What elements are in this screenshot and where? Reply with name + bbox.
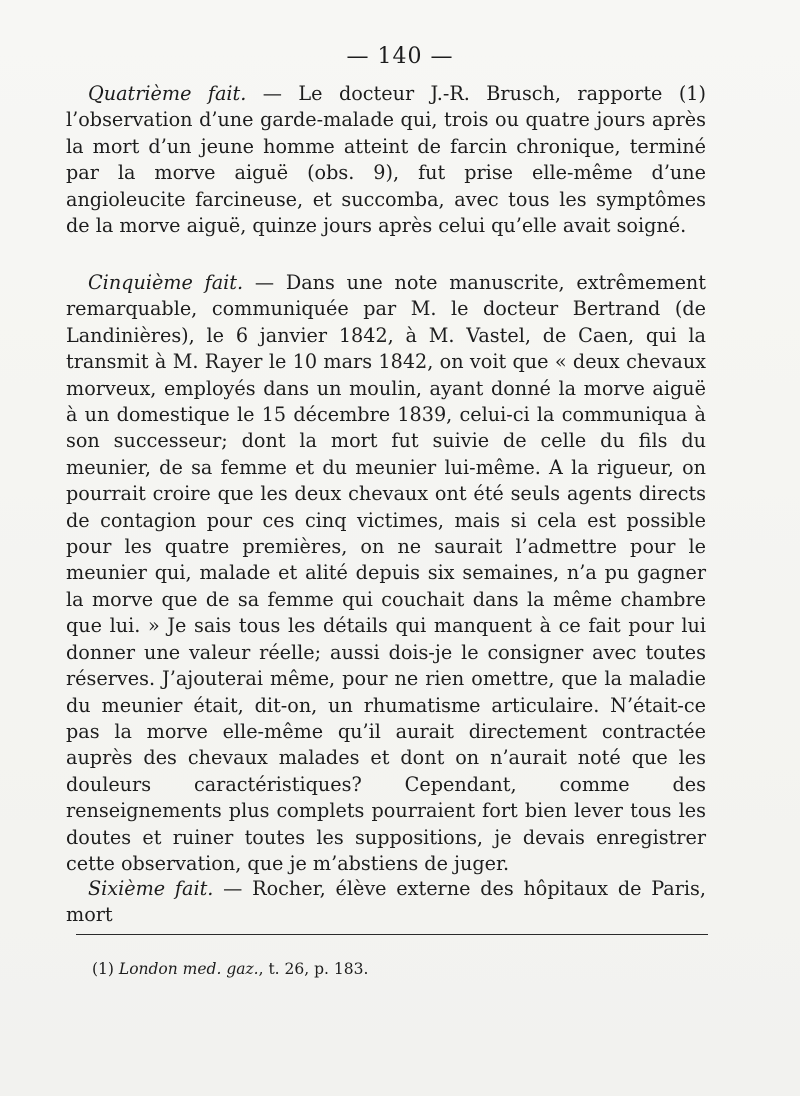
paragraph-cinquieme-fait <box>66 270 706 877</box>
paragraph-lead: Cinquième fait. <box>88 271 244 294</box>
footnote <box>92 960 368 978</box>
paragraph-body: — Le docteur J.-R. Brusch, rapporte (1) l’observation d’une garde-malade qui, trois ou quatre jours après la mort d’un jeune homme atteint de farcin chronique, terminé par la morve aiguë (obs. 9), fut prise elle-même d’une angioleucite farcineuse, et succomba, avec tous les symptômes de la morve aiguë, quinze jours après celui qu’elle avait soigné. <box>66 82 706 238</box>
paragraph-quatrieme-fait <box>66 81 706 239</box>
paragraph-text <box>66 270 706 877</box>
footnote-reference: , t. 26, p. 183. <box>258 960 369 978</box>
paragraph-sixieme-fait <box>66 876 706 929</box>
paragraph-lead: Quatrième fait. <box>88 82 247 105</box>
footnote-source: London med. gaz. <box>118 960 259 978</box>
paragraph-text <box>66 876 706 929</box>
paragraph-lead: Sixième fait. <box>88 877 214 900</box>
paragraph-text <box>66 81 706 239</box>
paragraph-body: — Dans une note manuscrite, extrêmement remarquable, communiquée par M. le docteur Bertrand (de Landinières), le 6 janvier 1842, à M. Vastel, de Caen, qui la transmit à M. Rayer le 10 mars 1842, on voit que « deux chevaux morveux, employés dans un moulin, ayant donné la morve aiguë à un domestique le 15 décembre 1839, celui-ci la communiqua à son successeur; dont la mort fut suivie de celle du fils du meunier, de sa femme et du meunier lui-même. A la rigueur, on pourrait croire que les deux chevaux ont été seuls agents directs de contagion pour ces cinq victimes, mais si cela est possible pour les quatre premières, on ne saurait l’admettre pour le meunier qui, malade et alité depuis six semaines, n’a pu gagner la morve que de sa femme qui couchait dans la même chambre que lui. » Je sais tous les détails qui manquent à ce fait pour lui donner une valeur réelle; aussi dois-je le consigner avec toutes réserves. J’ajouterai même, pour ne rien omettre, que la maladie du meunier était, dit-on, un rhumatisme articulaire. N’était-ce pas la morve elle-même qu’il aurait directement contractée auprès des chevaux malades et dont on n’aurait noté que les douleurs caractéristiques? Cependant, comme des renseignements plus complets pourraient fort bien lever tous les doutes et ruiner toutes les suppositions, je devais enregistrer cette observation, que je m’abstiens de juger. <box>66 271 706 875</box>
footnote-divider <box>76 934 708 935</box>
paragraph-body: — Rocher, élève externe des hôpitaux de Paris, mort <box>66 877 707 927</box>
footnote-marker: (1) <box>92 960 114 978</box>
page-number: — 140 — <box>346 44 454 69</box>
